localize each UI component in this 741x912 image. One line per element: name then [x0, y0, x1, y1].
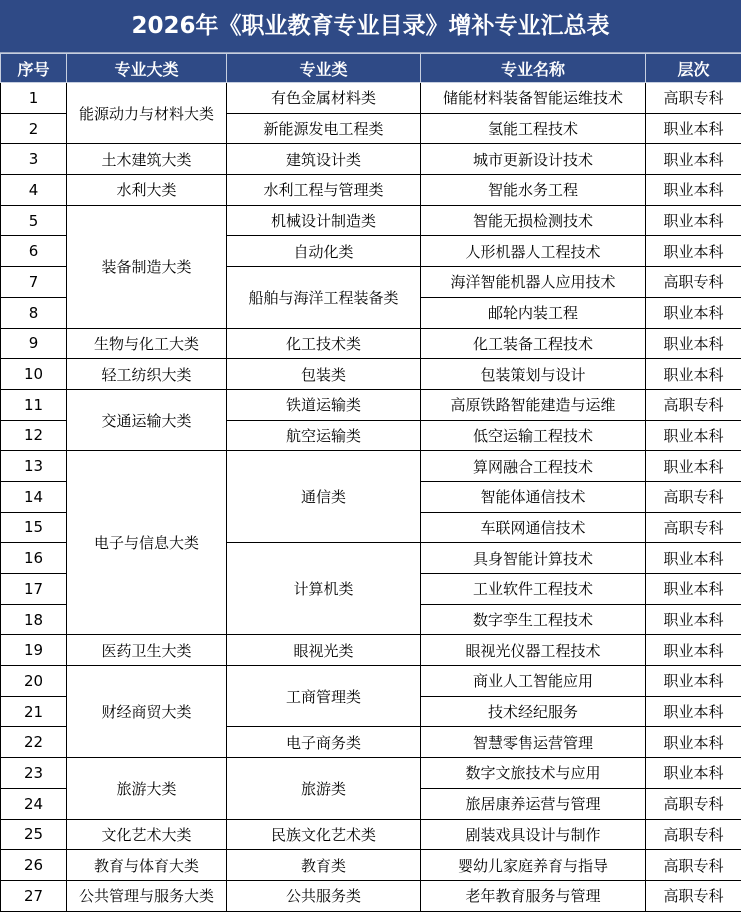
major-category-cell: 财经商贸大类 — [67, 666, 227, 758]
category-cell: 化工技术类 — [227, 328, 421, 359]
major-name-cell: 化工装备工程技术 — [421, 328, 646, 359]
major-name-cell: 技术经纪服务 — [421, 696, 646, 727]
row-number: 25 — [1, 819, 67, 850]
row-number: 19 — [1, 635, 67, 666]
level-cell: 职业本科 — [646, 205, 741, 236]
major-category-cell: 公共管理与服务大类 — [67, 880, 227, 911]
table-row — [1, 144, 741, 175]
level-cell: 职业本科 — [646, 236, 741, 267]
major-name-cell: 智能水务工程 — [421, 175, 646, 206]
row-number: 14 — [1, 481, 67, 512]
level-cell: 高职专科 — [646, 481, 741, 512]
level-cell: 职业本科 — [646, 297, 741, 328]
major-name-cell: 海洋智能机器人应用技术 — [421, 267, 646, 298]
major-name-cell: 旅居康养运营与管理 — [421, 788, 646, 819]
level-cell: 高职专科 — [646, 389, 741, 420]
row-number: 16 — [1, 543, 67, 574]
level-cell: 职业本科 — [646, 420, 741, 451]
category-cell: 包装类 — [227, 359, 421, 390]
row-number: 3 — [1, 144, 67, 175]
header-major-category: 专业大类 — [67, 54, 227, 83]
table-row — [1, 635, 741, 666]
major-category-cell: 能源动力与材料大类 — [67, 83, 227, 144]
row-number: 15 — [1, 512, 67, 543]
row-number: 22 — [1, 727, 67, 758]
level-cell: 高职专科 — [646, 850, 741, 881]
major-name-cell: 智慧零售运营管理 — [421, 727, 646, 758]
level-cell: 职业本科 — [646, 696, 741, 727]
row-number: 5 — [1, 205, 67, 236]
major-name-cell: 商业人工智能应用 — [421, 666, 646, 697]
major-name-cell: 老年教育服务与管理 — [421, 880, 646, 911]
level-cell: 职业本科 — [646, 328, 741, 359]
row-number: 21 — [1, 696, 67, 727]
row-number: 20 — [1, 666, 67, 697]
level-cell: 高职专科 — [646, 512, 741, 543]
category-cell: 新能源发电工程类 — [227, 113, 421, 144]
table-row — [1, 666, 741, 697]
category-cell: 旅游类 — [227, 758, 421, 819]
table-row — [1, 850, 741, 881]
table-row — [1, 451, 741, 482]
major-name-cell: 数字孪生工程技术 — [421, 604, 646, 635]
major-name-cell: 算网融合工程技术 — [421, 451, 646, 482]
category-cell: 工商管理类 — [227, 666, 421, 727]
table-row — [1, 880, 741, 911]
major-name-cell: 高原铁路智能建造与运维 — [421, 389, 646, 420]
level-cell: 职业本科 — [646, 727, 741, 758]
category-cell: 航空运输类 — [227, 420, 421, 451]
table-row — [1, 389, 741, 420]
level-cell: 高职专科 — [646, 819, 741, 850]
row-number: 7 — [1, 267, 67, 298]
category-cell: 教育类 — [227, 850, 421, 881]
category-cell: 电子商务类 — [227, 727, 421, 758]
table-body — [1, 83, 741, 912]
header-row — [1, 54, 741, 83]
level-cell: 职业本科 — [646, 144, 741, 175]
major-name-cell: 低空运输工程技术 — [421, 420, 646, 451]
row-number: 2 — [1, 113, 67, 144]
major-name-cell: 氢能工程技术 — [421, 113, 646, 144]
major-name-cell: 城市更新设计技术 — [421, 144, 646, 175]
major-name-cell: 智能体通信技术 — [421, 481, 646, 512]
row-number: 13 — [1, 451, 67, 482]
category-cell: 眼视光类 — [227, 635, 421, 666]
row-number: 17 — [1, 574, 67, 605]
category-cell: 通信类 — [227, 451, 421, 543]
row-number: 6 — [1, 236, 67, 267]
category-cell: 水利工程与管理类 — [227, 175, 421, 206]
major-name-cell: 邮轮内装工程 — [421, 297, 646, 328]
category-cell: 计算机类 — [227, 543, 421, 635]
row-number: 23 — [1, 758, 67, 789]
major-name-cell: 数字文旅技术与应用 — [421, 758, 646, 789]
major-category-cell: 轻工纺织大类 — [67, 359, 227, 390]
table-row — [1, 175, 741, 206]
level-cell: 职业本科 — [646, 635, 741, 666]
header-category: 专业类 — [227, 54, 421, 83]
category-cell: 船舶与海洋工程装备类 — [227, 267, 421, 328]
major-category-cell: 土木建筑大类 — [67, 144, 227, 175]
table-row — [1, 758, 741, 789]
major-category-cell: 交通运输大类 — [67, 389, 227, 450]
level-cell: 高职专科 — [646, 83, 741, 114]
level-cell: 高职专科 — [646, 267, 741, 298]
level-cell: 高职专科 — [646, 788, 741, 819]
row-number: 18 — [1, 604, 67, 635]
row-number: 8 — [1, 297, 67, 328]
major-name-cell: 智能无损检测技术 — [421, 205, 646, 236]
level-cell: 职业本科 — [646, 574, 741, 605]
row-number: 1 — [1, 83, 67, 114]
major-category-cell: 水利大类 — [67, 175, 227, 206]
major-name-cell: 工业软件工程技术 — [421, 574, 646, 605]
table-row — [1, 328, 741, 359]
level-cell: 职业本科 — [646, 113, 741, 144]
level-cell: 职业本科 — [646, 604, 741, 635]
header-no: 序号 — [1, 54, 67, 83]
row-number: 12 — [1, 420, 67, 451]
majors-table — [0, 53, 741, 912]
major-category-cell: 医药卫生大类 — [67, 635, 227, 666]
table-row — [1, 359, 741, 390]
table-title: 2026年《职业教育专业目录》增补专业汇总表 — [0, 0, 741, 53]
header-major-name: 专业名称 — [421, 54, 646, 83]
row-number: 11 — [1, 389, 67, 420]
major-category-cell: 教育与体育大类 — [67, 850, 227, 881]
major-name-cell: 婴幼儿家庭养育与指导 — [421, 850, 646, 881]
major-name-cell: 包装策划与设计 — [421, 359, 646, 390]
major-name-cell: 眼视光仪器工程技术 — [421, 635, 646, 666]
level-cell: 职业本科 — [646, 666, 741, 697]
table-row — [1, 83, 741, 114]
table-row — [1, 819, 741, 850]
row-number: 27 — [1, 880, 67, 911]
major-name-cell: 人形机器人工程技术 — [421, 236, 646, 267]
level-cell: 职业本科 — [646, 175, 741, 206]
major-name-cell: 储能材料装备智能运维技术 — [421, 83, 646, 114]
row-number: 24 — [1, 788, 67, 819]
major-category-cell: 旅游大类 — [67, 758, 227, 819]
major-category-cell: 文化艺术大类 — [67, 819, 227, 850]
row-number: 9 — [1, 328, 67, 359]
row-number: 4 — [1, 175, 67, 206]
category-cell: 自动化类 — [227, 236, 421, 267]
level-cell: 职业本科 — [646, 451, 741, 482]
category-cell: 民族文化艺术类 — [227, 819, 421, 850]
major-name-cell: 具身智能计算技术 — [421, 543, 646, 574]
level-cell: 职业本科 — [646, 758, 741, 789]
major-category-cell: 生物与化工大类 — [67, 328, 227, 359]
category-cell: 机械设计制造类 — [227, 205, 421, 236]
category-cell: 铁道运输类 — [227, 389, 421, 420]
category-cell: 建筑设计类 — [227, 144, 421, 175]
level-cell: 职业本科 — [646, 359, 741, 390]
major-category-cell: 电子与信息大类 — [67, 451, 227, 635]
major-name-cell: 车联网通信技术 — [421, 512, 646, 543]
level-cell: 职业本科 — [646, 543, 741, 574]
row-number: 10 — [1, 359, 67, 390]
category-cell: 有色金属材料类 — [227, 83, 421, 114]
level-cell: 高职专科 — [646, 880, 741, 911]
major-category-cell: 装备制造大类 — [67, 205, 227, 328]
table-row — [1, 205, 741, 236]
header-level: 层次 — [646, 54, 741, 83]
category-cell: 公共服务类 — [227, 880, 421, 911]
major-name-cell: 剧装戏具设计与制作 — [421, 819, 646, 850]
row-number: 26 — [1, 850, 67, 881]
